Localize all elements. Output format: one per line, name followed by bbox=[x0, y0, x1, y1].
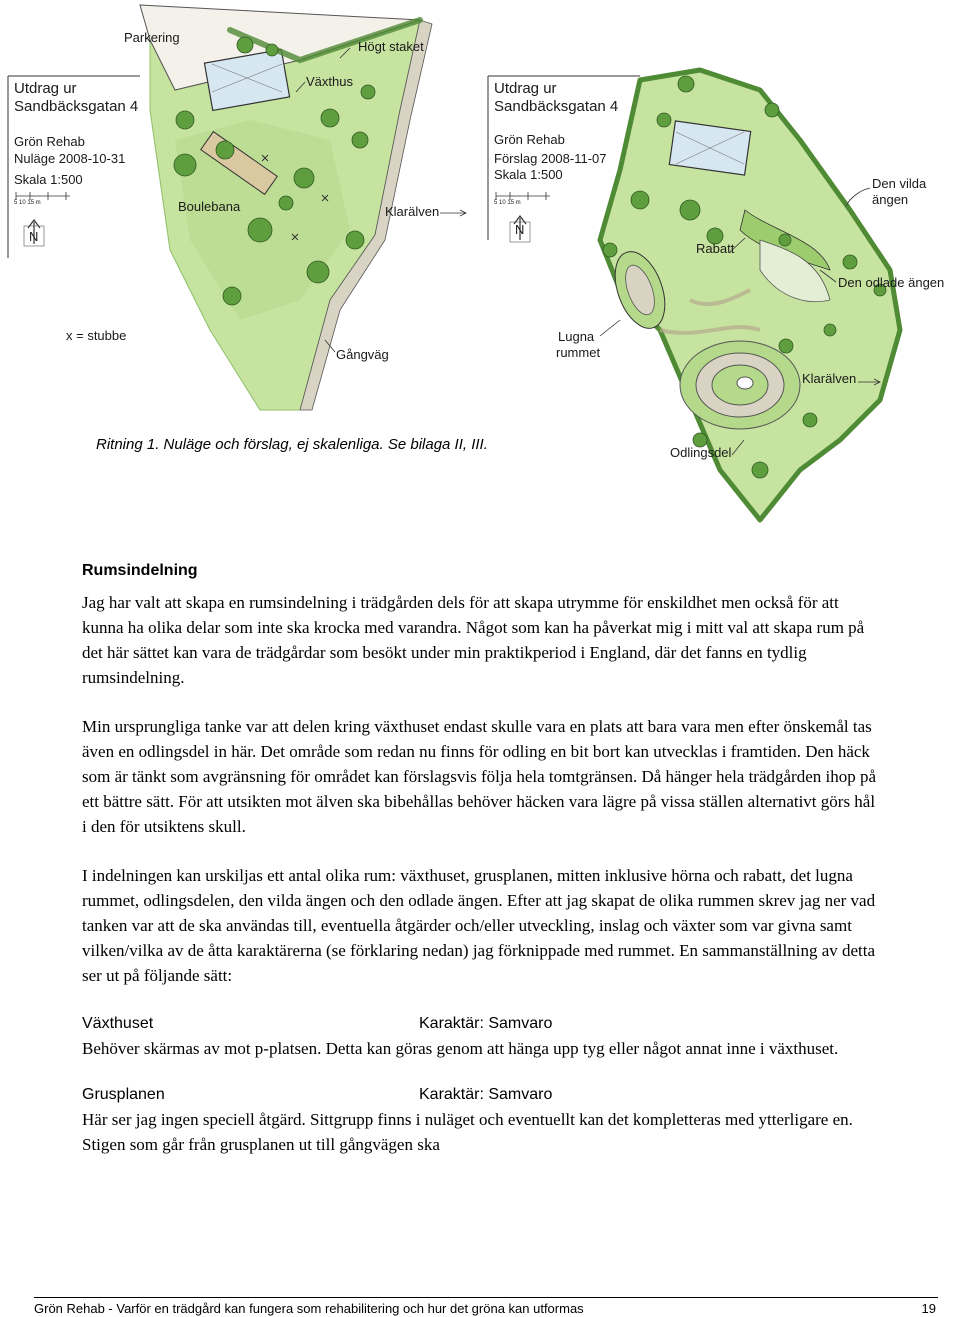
room-header bbox=[82, 1012, 882, 1036]
left-title-line-2: Sandbäcksgatan 4 bbox=[14, 98, 139, 115]
left-scale-ticks: 5 10 15 m bbox=[14, 200, 41, 206]
room-header bbox=[82, 1083, 882, 1107]
paragraph-2: Min ursprungliga tanke var att delen kring växthuset endast skulle vara en plats att bara vara men efter önskemål tas även en odlingsdel in här. Det område som redan nu finns för odling en bit bort kan utvecklas i framtiden. Den häck som är tänkt som avgränsning för området kan förslagsvis följa hela tomtgränsen. Då hänger hela trädgården ihop på ett bättre sätt. För att utsikten mot älven ska bibehållas behöver häcken vara lägre på vissa ställen alternativt görs hål i den för utsiktens skull. bbox=[82, 717, 877, 836]
right-status: Förslag 2008-11-07 bbox=[494, 151, 607, 166]
label-klaralven-right: Klarälven bbox=[802, 371, 857, 386]
room-name: Växthuset bbox=[82, 1015, 154, 1032]
page-footer bbox=[34, 1297, 938, 1316]
left-org: Grön Rehab bbox=[14, 134, 85, 149]
label-klaralven-left: Klarälven bbox=[385, 204, 440, 219]
left-title-line-1: Utdrag ur bbox=[14, 80, 77, 97]
room-character: Karaktär: Samvaro bbox=[419, 1086, 553, 1103]
left-north: N bbox=[29, 229, 39, 244]
room-character: Karaktär: Samvaro bbox=[419, 1015, 553, 1032]
room-text: Här ser jag ingen speciell åtgärd. Sittgrupp finns i nuläget och eventuellt kan det kompletteras med ytterligare en. Stigen som går från grusplanen ut till gångvägen ska bbox=[82, 1110, 853, 1154]
right-scale-ticks: 5 10 15 m bbox=[494, 200, 521, 206]
label-stubbe: x = stubbe bbox=[66, 328, 127, 343]
label-vilda-angen-1: Den vilda bbox=[872, 176, 927, 191]
paragraph-3: I indelningen kan urskiljas ett antal olika rum: växthuset, grusplanen, mitten inklusive hörna och rabatt, det lugna rummet, odlingsdelen, den vilda ängen och den odlade ängen. Efter att jag skapat de olika rummen skrev jag ner vad tanken var att de ska användas till, eventuella åtgärder och/eller utveckling, inslag och växter som var givna samt vilken/vilka av de åtta karaktärerna (se förklaring nedan) jag förknippade med rummet. En sammanställning av detta ser ut på följande sätt: bbox=[82, 866, 876, 985]
right-title-line-2: Sandbäcksgatan 4 bbox=[494, 98, 619, 115]
right-scale: Skala 1:500 bbox=[494, 167, 563, 182]
footer-title: Grön Rehab - Varför en trädgård kan fungera som rehabilitering och hur det gröna kan utformas bbox=[34, 1301, 584, 1316]
right-north: N bbox=[515, 222, 525, 237]
label-lugna-2: rummet bbox=[556, 345, 601, 360]
paragraph-1: Jag har valt att skapa en rumsindelning i trädgården dels för att skapa utrymme för enskildhet men också för att kunna ha olika delar som inte ska krocka med varandra. Något som kan ha påverkat mig i mitt val att skapa rum på det här sättet kan vara de trädgårdar som besökt under min praktikperiod i England, där det fanns en tydlig rumsindelning. bbox=[82, 593, 865, 687]
page-number: 19 bbox=[921, 1301, 936, 1316]
scale-bar-right bbox=[496, 192, 550, 200]
label-lugna-1: Lugna bbox=[558, 329, 595, 344]
garden-plan-figure bbox=[0, 0, 960, 530]
label-hogt-staket: Högt staket bbox=[358, 39, 424, 54]
left-status: Nuläge 2008-10-31 bbox=[14, 151, 126, 166]
right-org: Grön Rehab bbox=[494, 132, 565, 147]
room-text: Behöver skärmas av mot p-platsen. Detta kan göras genom att hänga upp tyg eller något annat inne i växthuset. bbox=[82, 1039, 839, 1058]
room-grusplanen bbox=[82, 1083, 882, 1157]
label-vilda-angen-2: ängen bbox=[872, 192, 909, 207]
calm-room bbox=[680, 341, 800, 429]
label-rabatt: Rabatt bbox=[696, 241, 735, 256]
room-name: Grusplanen bbox=[82, 1086, 165, 1103]
label-gangvag: Gångväg bbox=[336, 347, 389, 362]
section-heading: Rumsindelning bbox=[82, 562, 198, 579]
label-odlingsdel: Odlingsdel bbox=[670, 445, 732, 460]
label-parkering: Parkering bbox=[124, 30, 180, 45]
label-vaxthus: Växthus bbox=[306, 74, 353, 89]
left-scale: Skala 1:500 bbox=[14, 172, 83, 187]
scale-bar-left bbox=[16, 192, 70, 200]
body-text bbox=[82, 560, 882, 1179]
figure-caption: Ritning 1. Nuläge och förslag, ej skalenliga. Se bilaga II, III. bbox=[96, 436, 488, 453]
label-boulebana: Boulebana bbox=[178, 199, 241, 214]
label-odlade-angen: Den odlade ängen bbox=[838, 275, 945, 290]
room-vaxthuset bbox=[82, 1012, 882, 1061]
right-title-line-1: Utdrag ur bbox=[494, 80, 557, 97]
